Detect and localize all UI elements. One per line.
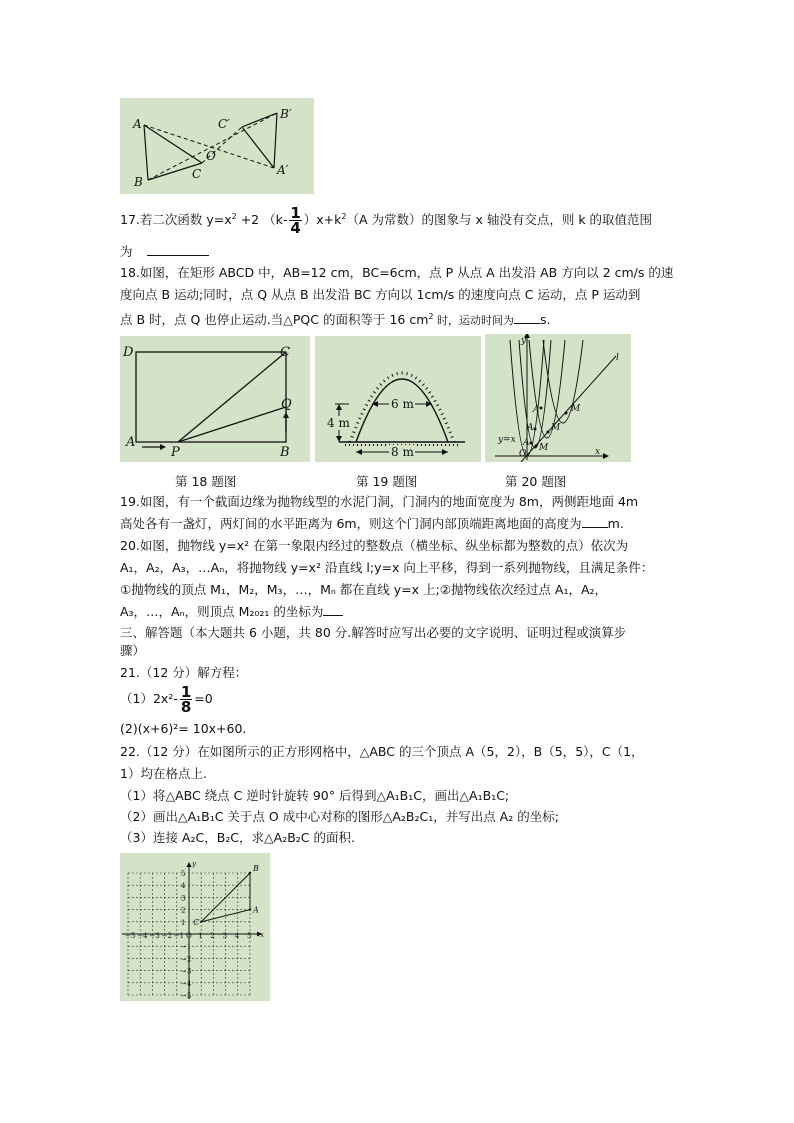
q20-answer-blank[interactable] xyxy=(323,615,343,616)
y-tick-label: 3 xyxy=(181,894,186,903)
label-c: C xyxy=(280,345,290,360)
point-m1 xyxy=(535,445,538,448)
y-tick-label: −2 xyxy=(181,955,192,964)
label-m1: M xyxy=(539,443,549,453)
y-tick-label: −3 xyxy=(181,967,192,976)
q21-title: 21.（12 分）解方程： xyxy=(120,665,248,680)
caption-18: 第 18 题图 xyxy=(175,474,237,489)
label-c: C xyxy=(193,917,200,927)
label-6m: 6 m xyxy=(391,397,414,411)
point-c xyxy=(200,921,202,923)
label-l: l xyxy=(616,353,619,363)
point-a2 xyxy=(534,428,537,431)
section3-line1: 三、解答题（本大题共 6 小题，共 80 分.解答时应写出必要的文字说明、证明过程或演算步 xyxy=(120,625,627,640)
segment-ac xyxy=(144,125,202,163)
x-tick-label: −2 xyxy=(161,932,172,940)
x-tick-label: 3 xyxy=(222,932,228,940)
point-a3 xyxy=(540,407,543,410)
y-tick-label: 5 xyxy=(181,870,186,878)
q22-part3: （3）连接 A₂C，B₂C，求△A₂B₂C 的面积. xyxy=(120,830,355,845)
label-a1: A xyxy=(523,438,530,448)
figure-22 xyxy=(120,853,270,1001)
figure-20 xyxy=(485,334,631,462)
q21-part1: （1）2x²- $\frac{1}{8}$ =0 xyxy=(120,683,213,716)
q18-line1: 18.如图，在矩形 ABCD 中，AB=12 cm，BC=6cm，点 P 从点 A 出发沿 AB 方向以 2 cm/s 的速 xyxy=(120,265,674,280)
q21-part2: (2)(x+6)²= 10x+60. xyxy=(120,721,247,736)
q22-line1: 22.（12 分）在如图所示的正方形网格中，△ABC 的三个顶点 A（5，2），B（5，5），C（1， xyxy=(120,744,644,759)
arrow-p-head xyxy=(160,444,166,450)
q17-line2: 为 xyxy=(120,243,209,261)
label-c: C xyxy=(192,167,202,181)
q17-answer-blank[interactable] xyxy=(147,255,209,256)
label-x: x xyxy=(595,447,601,457)
section3-line2: 骤） xyxy=(120,643,146,658)
y-axis-arrow xyxy=(187,862,192,867)
caption-19: 第 19 题图 xyxy=(356,474,418,489)
arrow-up xyxy=(336,404,342,410)
y-tick-label: −5 xyxy=(181,992,192,1000)
figure-19-svg xyxy=(315,336,481,462)
x-tick-label: −1 xyxy=(173,932,185,940)
point-m2 xyxy=(547,431,550,434)
label-o: O xyxy=(206,149,216,163)
y-tick-label: −4 xyxy=(181,979,192,988)
q22-line2: 1）均在格点上. xyxy=(120,766,207,781)
figure-18 xyxy=(120,336,310,462)
q17-fraction: $\frac{1}{4}$ xyxy=(290,204,301,237)
label-m3: M xyxy=(571,404,581,414)
label-b: B xyxy=(280,445,290,460)
q19-line1: 19.如图，有一个截面边缘为抛物线型的水泥门洞，门洞内的地面宽度为 8m，两侧距地面 4m xyxy=(120,494,639,509)
point-b xyxy=(249,872,251,874)
y-tick-label: 2 xyxy=(181,906,186,915)
q22-part1: （1）将△ABC 绕点 C 逆时针旋转 90° 后得到△A₁B₁C，画出△A₁B₁C; xyxy=(120,788,510,803)
x-tick-label: −3 xyxy=(149,932,160,940)
q20-line2: A₁，A₂，A₃，…Aₙ，将抛物线 y=x² 沿直线 l;y=x 向上平移，得到一系列抛物线，且满足条件： xyxy=(120,560,654,575)
q17-line1: 17.若二次函数 $y=x^2 +2$ （k- $\frac{1}{4}$ ）$x+k^2(A$ 为常数）的图象与 x 轴没有交点，则 k 的取值范围 xyxy=(120,204,653,237)
label-b-prime: B′ xyxy=(280,107,292,121)
x-tick-label: O xyxy=(186,932,192,940)
segment-pq xyxy=(178,407,286,442)
segment-c1b1 xyxy=(242,113,277,127)
q18-line2: 度向点 B 运动;同时，点 Q 从点 B 出发沿 BC 方向以 1cm/s 的速度向点 C 运动，点 P 运动到 xyxy=(120,287,641,302)
label-y-eq-x2: y=x xyxy=(498,435,516,445)
arrow-right-bottom xyxy=(442,449,448,455)
rectangle-abcd xyxy=(136,352,286,442)
x-tick-label: 5 xyxy=(247,932,252,940)
label-q: Q xyxy=(281,397,292,412)
label-a-prime: A′ xyxy=(277,163,289,177)
arrow-q-head xyxy=(283,412,289,418)
x-axis-label: x xyxy=(260,931,264,939)
x-tick-label: −5 xyxy=(125,932,136,940)
y-tick-label: 1 xyxy=(181,918,186,927)
q18-line3: 点 B 时，点 Q 也停止运动.当△PQC 的面积等于 16 $cm^2$ 时，运动时间为 s. xyxy=(120,312,551,328)
q21-fraction: $\frac{1}{8}$ xyxy=(180,683,192,716)
label-8m: 8 m xyxy=(391,445,414,459)
caption-20: 第 20 题图 xyxy=(505,474,567,489)
label-c-prime: C′ xyxy=(218,117,230,131)
q19-line2: 高处各有一盏灯，两灯间的水平距离为 6m，则这个门洞内部顶端距离地面的高度为 m. xyxy=(120,516,624,531)
arrow-left-bottom xyxy=(356,449,362,455)
x-tick-label: 4 xyxy=(234,932,240,940)
y-tick-label: −1 xyxy=(181,943,192,952)
label-a2: A xyxy=(527,423,534,433)
figure-20-svg xyxy=(485,334,631,462)
q18-answer-blank[interactable] xyxy=(514,323,540,324)
figure-triangles xyxy=(120,98,314,194)
label-a: A xyxy=(126,435,136,450)
figure-22-grid xyxy=(120,853,270,1001)
figure-19 xyxy=(315,336,481,462)
x-tick-label: 1 xyxy=(198,932,203,940)
x-tick-label: −4 xyxy=(137,932,148,940)
q20-line4: A₃，…，Aₙ，则顶点 M₂₀₂₁ 的坐标为 xyxy=(120,603,343,621)
label-d: D xyxy=(123,345,134,360)
label-a: A xyxy=(133,117,142,131)
label-b: B xyxy=(253,864,259,873)
point-m3 xyxy=(565,412,568,415)
y-axis-label: y xyxy=(192,860,196,868)
q22-part2: （2）画出△A₁B₁C 关于点 O 成中心对称的图形△A₂B₂C₁，并写出点 A₂ 的坐标; xyxy=(120,809,559,824)
segment-ab xyxy=(144,125,148,180)
label-b: B xyxy=(134,175,143,189)
label-y: y xyxy=(521,336,527,346)
y-tick-label: 4 xyxy=(181,882,186,891)
point-a1 xyxy=(530,442,533,445)
segment-c1a1 xyxy=(242,127,274,168)
segment-b1a1 xyxy=(274,113,277,168)
point-a xyxy=(249,908,251,910)
x-arrow xyxy=(603,453,609,459)
q20-line1: 20.如图，抛物线 y=x² 在第一象限内经过的整数点（横坐标、纵坐标都为整数的点）依次为 xyxy=(120,538,629,553)
figure-18-svg xyxy=(120,336,310,462)
q19-answer-blank[interactable] xyxy=(582,527,608,528)
label-a: A xyxy=(253,905,259,915)
label-a3: A xyxy=(533,405,540,415)
segment-pc xyxy=(178,352,286,442)
q20-line3: ①抛物线的顶点 M₁，M₂，M₃，…，Mₙ 都在直线 y=x 上;②抛物线依次经过点 A₁，A₂， xyxy=(120,582,608,597)
label-4m: 4 m xyxy=(327,416,350,430)
x-tick-label: 2 xyxy=(210,932,215,940)
figure-triangles-svg xyxy=(120,98,314,194)
label-o: O xyxy=(519,449,527,459)
label-m2: M xyxy=(551,423,561,433)
arrow-down xyxy=(336,436,342,442)
label-p: P xyxy=(171,445,180,460)
